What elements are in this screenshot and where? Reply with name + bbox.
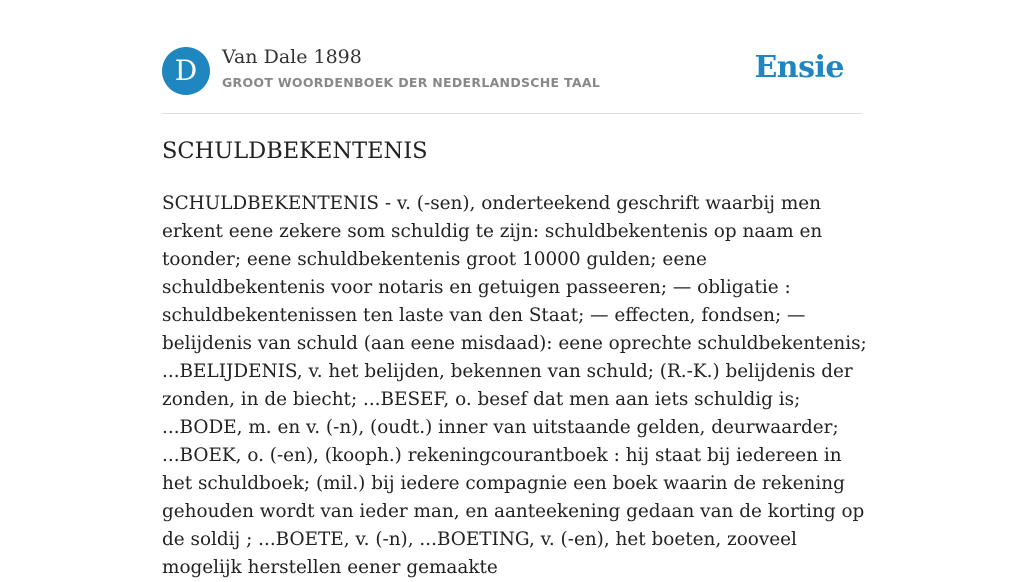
source-title-link[interactable]: Van Dale 1898 — [222, 46, 362, 68]
entry-page — [162, 0, 867, 578]
entry-title: SCHULDBEKENTENIS — [162, 138, 428, 164]
source-subtitle: GROOT WOORDENBOEK DER NEDERLANDSCHE TAAL — [222, 75, 601, 90]
ensie-logo[interactable]: Ensie — [754, 50, 844, 85]
source-header — [162, 0, 862, 114]
entry-definition: SCHULDBEKENTENIS - v. (-sen), onderteekend geschrift waarbij men erkent eene zekere som schuldig te zijn: schuldbekentenis op naam en toonder; eene schuldbekentenis groot 10000 gulden; eene schuldbekentenis voor notaris en getuigen passeeren; — obligatie : schuldbekentenissen ten laste van den Staat; — effecten, fondsen; — belijdenis van schuld (aan eene misdaad): eene oprechte schuldbekentenis; ...BELIJDENIS, v. het belijden, bekennen van schuld; (R.-K.) belijdenis der zonden, in de biecht; ...BESEF, o. besef dat men aan iets schuldig is; ...BODE, m. en v. (-n), (oudt.) inner van uitstaande gelden, deurwaarder; ...BOEK, o. (-en), (kooph.) rekeningcourantboek : hij staat bij iedereen in het schuldboek; (mil.) bij iedere compagnie een boek waarin de rekening gehouden wordt van ieder man, en aanteekening gedaan van de korting op de soldij ; ...BOETE, v. (-n), ...BOETING, v. (-en), het boeten, zooveel mogelijk herstellen eener gemaakte — [162, 193, 867, 578]
source-avatar[interactable]: D — [162, 47, 210, 95]
